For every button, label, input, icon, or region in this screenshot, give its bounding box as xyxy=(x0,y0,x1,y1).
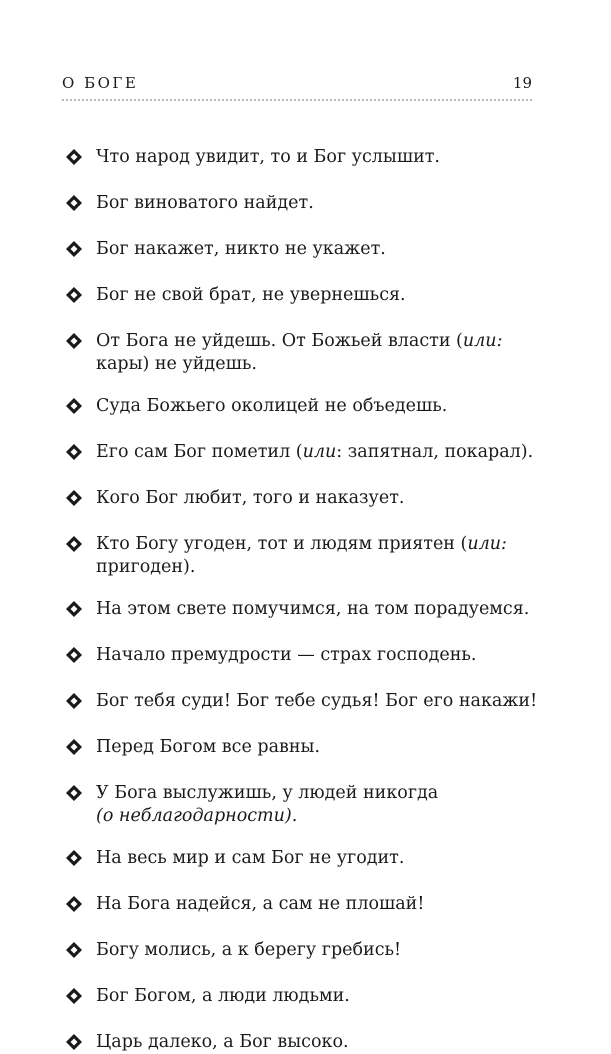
proverb-text: Кого Бог любит, того и наказует. xyxy=(96,488,405,508)
proverb-list xyxy=(64,146,544,1054)
diamond-bullet-icon xyxy=(66,988,82,1004)
proverb-text: Начало премудрости — страх господень. xyxy=(96,645,477,665)
proverb-item xyxy=(64,146,544,169)
proverb-item xyxy=(64,598,544,621)
proverb-text: Перед Богом все равны. xyxy=(96,737,321,757)
page-number: 19 xyxy=(512,74,532,92)
proverb-text: Бог тебя суди! Бог тебе судья! Бог его накажи! xyxy=(96,691,538,711)
proverb-text: кары) не уйдешь. xyxy=(96,354,257,374)
header-rule xyxy=(62,99,532,101)
running-title: О БОГЕ xyxy=(62,74,139,92)
proverb-text: Бог не свой брат, не увернешься. xyxy=(96,285,406,305)
proverb-text: От Бога не уйдешь. От Божьей власти ( xyxy=(96,331,463,351)
proverb-text: Царь далеко, а Бог высоко. xyxy=(96,1032,349,1052)
diamond-bullet-icon xyxy=(66,693,82,709)
proverb-item xyxy=(64,782,544,828)
diamond-bullet-icon xyxy=(66,896,82,912)
proverb-text: Его сам Бог пометил ( xyxy=(96,442,303,462)
alternative-note: или: xyxy=(467,534,507,554)
proverb-text: На весь мир и сам Бог не угодит. xyxy=(96,848,405,868)
proverb-item xyxy=(64,690,544,713)
usage-comment: (о неблагодарности). xyxy=(96,806,298,826)
proverb-text: Бог виноватого найдет. xyxy=(96,193,314,213)
proverb-item xyxy=(64,644,544,667)
proverb-text: Бог накажет, никто не укажет. xyxy=(96,239,386,259)
diamond-bullet-icon xyxy=(66,601,82,617)
diamond-bullet-icon xyxy=(66,490,82,506)
diamond-bullet-icon xyxy=(66,149,82,165)
proverb-item xyxy=(64,1031,544,1054)
diamond-bullet-icon xyxy=(66,785,82,801)
diamond-bullet-icon xyxy=(66,287,82,303)
proverb-item xyxy=(64,985,544,1008)
page-header xyxy=(62,74,532,96)
proverb-item xyxy=(64,736,544,759)
proverb-text: Бог Богом, а люди людьми. xyxy=(96,986,350,1006)
diamond-bullet-icon xyxy=(66,333,82,349)
alternative-note: или: xyxy=(462,331,503,351)
proverb-item xyxy=(64,330,544,376)
proverb-item xyxy=(64,893,544,916)
diamond-bullet-icon xyxy=(66,398,82,414)
diamond-bullet-icon xyxy=(66,942,82,958)
proverb-text: На этом свете помучимся, на том порадуемся. xyxy=(96,599,530,619)
diamond-bullet-icon xyxy=(66,241,82,257)
proverb-item xyxy=(64,533,544,579)
proverb-text: Что народ увидит, то и Бог услышит. xyxy=(96,147,440,167)
proverb-item xyxy=(64,192,544,215)
proverb-text: Кто Богу угоден, тот и людям приятен ( xyxy=(96,534,468,554)
proverb-text: : запятнал, покарал). xyxy=(336,442,534,462)
proverb-text: На Бога надейся, а сам не плошай! xyxy=(96,894,425,914)
proverb-text: пригоден). xyxy=(96,557,196,577)
proverb-item xyxy=(64,284,544,307)
proverb-text: У Бога выслужишь, у людей никогда xyxy=(96,783,439,803)
diamond-bullet-icon xyxy=(66,647,82,663)
diamond-bullet-icon xyxy=(66,536,82,552)
alternative-note: или xyxy=(302,442,337,462)
proverb-text: Богу молись, а к берегу гребись! xyxy=(96,940,402,960)
proverb-item xyxy=(64,847,544,870)
proverb-item xyxy=(64,939,544,962)
diamond-bullet-icon xyxy=(66,739,82,755)
diamond-bullet-icon xyxy=(66,195,82,211)
diamond-bullet-icon xyxy=(66,1034,82,1050)
proverb-item xyxy=(64,487,544,510)
proverb-item xyxy=(64,395,544,418)
diamond-bullet-icon xyxy=(66,444,82,460)
diamond-bullet-icon xyxy=(66,850,82,866)
proverb-text: Суда Божьего околицей не объедешь. xyxy=(96,396,448,416)
proverb-item xyxy=(64,238,544,261)
proverb-item xyxy=(64,441,544,464)
